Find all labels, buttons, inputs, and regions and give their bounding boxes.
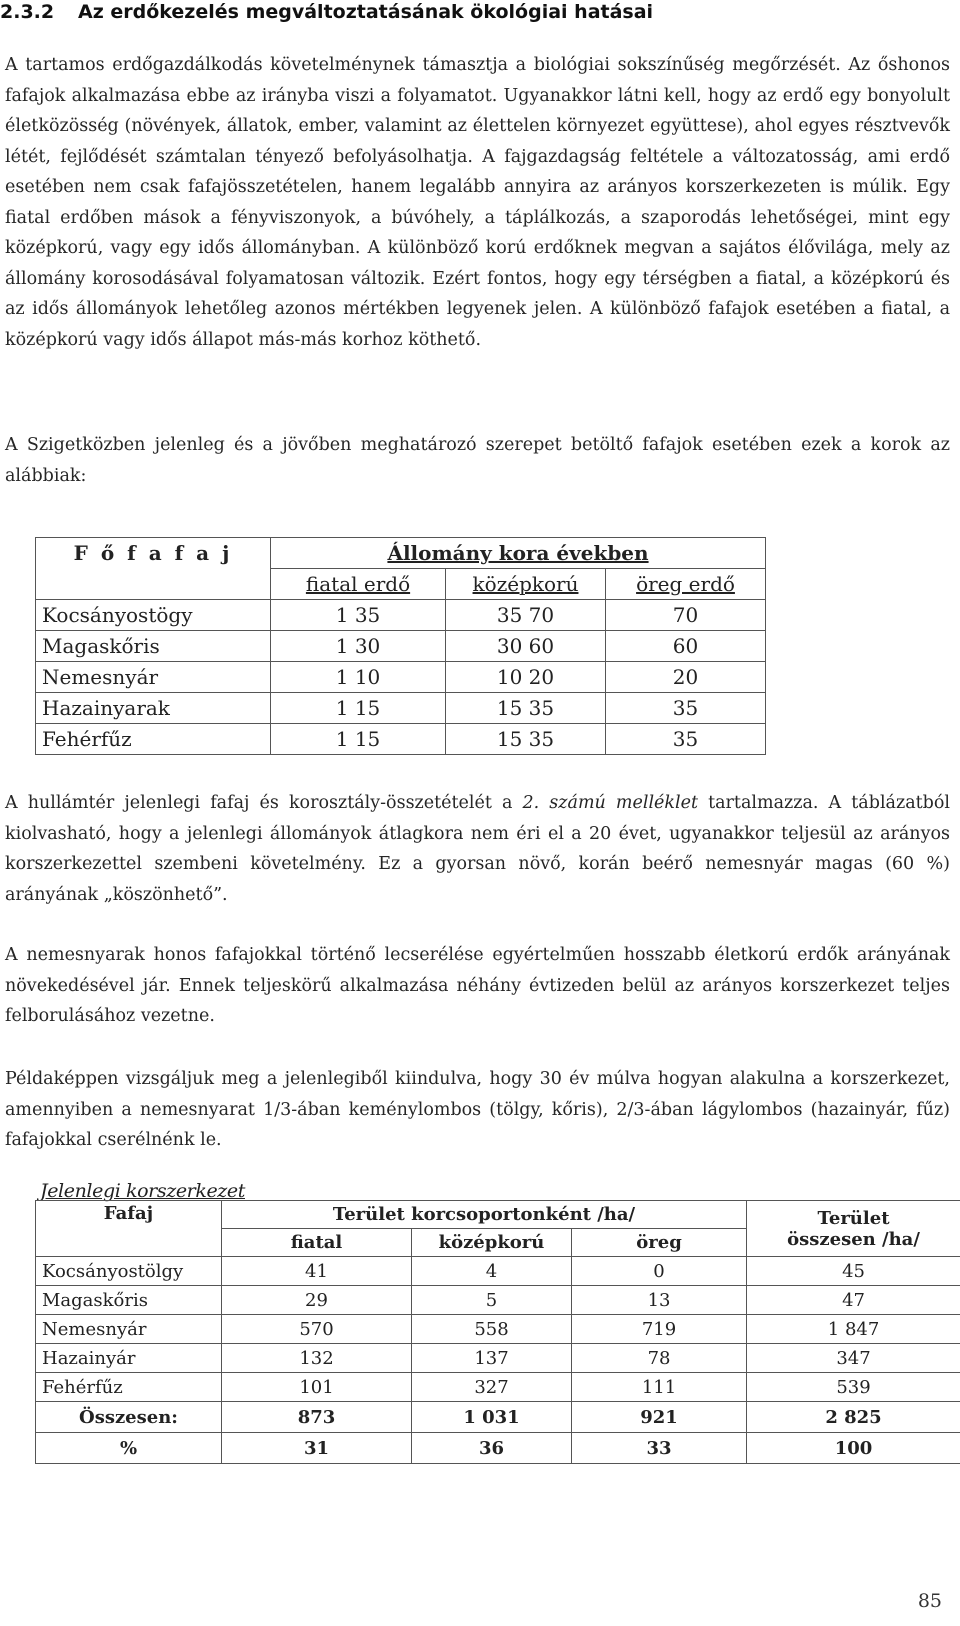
table1-subheader: középkorú: [446, 569, 606, 600]
table-row: Kocsányostölgy 41 4 0 45: [36, 1257, 960, 1286]
table-row: Nemesnyár 570 558 719 1 847: [36, 1315, 960, 1344]
table2-subheader: középkorú: [412, 1229, 572, 1257]
table-row-total: Összesen: 873 1 031 921 2 825: [36, 1402, 960, 1433]
table2-caption: Jelenlegi korszerkezet: [40, 1180, 245, 1202]
table-row: Magaskőris 29 5 13 47: [36, 1286, 960, 1315]
section-number: 2.3.2: [0, 1, 55, 23]
table-row: Magaskőris 1 30 30 60 60: [36, 631, 766, 662]
paragraph-2: A Szigetközben jelenleg és a jövőben meghatározó szerepet betöltő fafajok esetében ezek a korok az alábbiak:: [5, 435, 950, 486]
paragraph-5: Példaképpen vizsgáljuk meg a jelenlegiből kiindulva, hogy 30 év múlva hogyan alakulna a korszerkezet, amennyiben a nemesnyarat 1/3-ában keménylombos (tölgy, kőris), 2/3-ában lágylombos (hazainyár, fűz) fafajokkal cserélnénk le.: [5, 1069, 950, 1150]
paragraph-3: A hullámtér jelenlegi fafaj és korosztály-összetételét a 2. számú melléklet tartalmazza. A táblázatból kiolvasható, hogy a jelenlegi állományok átlagkora nem éri el a 20 évet, ugyanakkor teljesül az arányos korszerkezettel szembeni követelmény. Ez a gyorsan növő, korán beérő nemesnyár magas (60 %) arányának „köszönhető”.: [5, 793, 950, 905]
current-structure-table: [35, 1200, 960, 1464]
table2-subheader: öreg: [572, 1229, 747, 1257]
page-number: 85: [917, 1590, 942, 1612]
table1-header-group: Állomány kora években: [271, 538, 766, 569]
age-table: [35, 537, 766, 755]
annex-reference: 2. számú melléklet: [522, 793, 698, 813]
table2-subheader: fiatal: [222, 1229, 412, 1257]
table-row: Fehérfűz 101 327 111 539: [36, 1373, 960, 1402]
table-row: Fehérfűz 1 15 15 35 35: [36, 724, 766, 755]
table1-subheader: öreg erdő: [606, 569, 766, 600]
table-row-percent: % 31 36 33 100: [36, 1433, 960, 1464]
table-row: Nemesnyár 1 10 10 20 20: [36, 662, 766, 693]
table-row: Hazainyár 132 137 78 347: [36, 1344, 960, 1373]
table2-header-group: Terület korcsoportonként /ha/: [222, 1201, 747, 1229]
table-row: Hazainyarak 1 15 15 35 35: [36, 693, 766, 724]
paragraph-4: A nemesnyarak honos fafajokkal történő lecserélése egyértelműen hosszabb életkorú erdők arányának növekedésével jár. Ennek teljeskörű alkalmazása néhány évtizeden belül az arányos korszerkezet teljes felborulásához vezetne.: [5, 945, 950, 1026]
table2-header-fafaj: Fafaj: [36, 1201, 222, 1257]
table-row: Kocsányostögy 1 35 35 70 70: [36, 600, 766, 631]
table1-subheader: fiatal erdő: [271, 569, 446, 600]
section-title: Az erdőkezelés megváltoztatásának ökológiai hatásai: [78, 1, 654, 23]
table1-header-fafaj: F ő f a f a j: [36, 538, 271, 600]
table2-header-total: Terület összesen /ha/: [747, 1201, 960, 1257]
section-heading: [0, 0, 653, 24]
paragraph-1: A tartamos erdőgazdálkodás követelménynek támasztja a biológiai sokszínűség megőrzését. Az őshonos fafajok alkalmazása ebbe az irányba viszi a folyamatot. Ugyanakkor látni kell, hogy az erdő egy bonyolult életközösség (növények, állatok, ember, valamint az élettelen környezet együttese), ahol egyes résztvevők létét, fejlődését számtalan tényező befolyásolhatja. A fajgazdagság feltétele a változatosság, ami erdő esetében nem csak fafajösszetételen, hanem legalább annyira az arányos korszerkezeten is múlik. Egy fiatal erdőben mások a fényviszonyok, a búvóhely, a táplálkozás, a szaporodás lehetőségei, mint egy középkorú, vagy egy idős állományban. A különböző korú erdőknek megvan a sajátos élővilága, mely az állomány korosodásával folyamatosan változik. Ezért fontos, hogy egy térségben a fiatal, a középkorú és az idős állományok lehetőleg azonos mértékben legyenek jelen. A különböző fafajok esetében a fiatal, a középkorú vagy idős állapot más-más korhoz köthető.: [5, 55, 950, 350]
